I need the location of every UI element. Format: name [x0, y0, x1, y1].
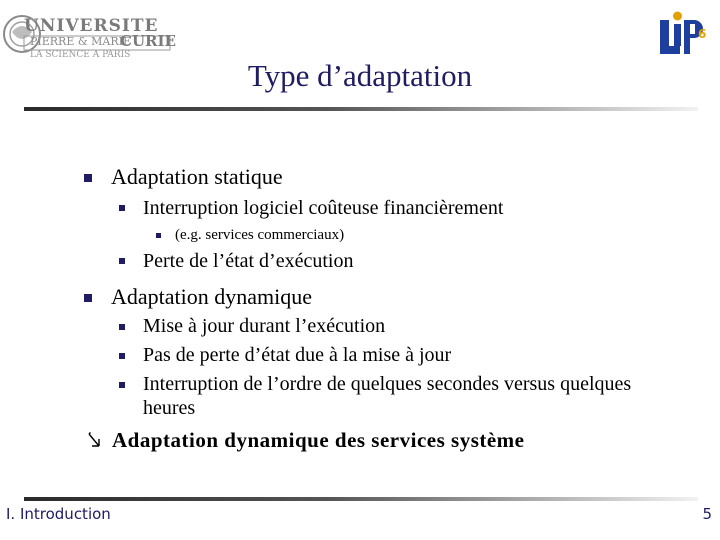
bullet-pas-de-perte: Pas de perte d’état due à la mise à jour [143, 344, 452, 366]
arrow-right-icon [87, 432, 107, 450]
bullet-square-icon [119, 324, 125, 330]
bullet-interruption-logiciel: Interruption logiciel coûteuse financièrement [143, 197, 504, 219]
logo-text-tagline: LA SCIENCE A PARIS [30, 50, 131, 60]
bullet-square-icon [119, 382, 125, 388]
bullet-adaptation-statique: Adaptation statique [111, 164, 283, 189]
university-logo [2, 2, 174, 64]
bullet-square-icon [156, 233, 161, 238]
bullet-square-icon [84, 294, 92, 302]
footer-section: I. Introduction [6, 505, 111, 523]
conclusion-text: Adaptation dynamique des services système [112, 428, 525, 452]
bullet-services-commerciaux: (e.g. services commerciaux) [175, 227, 345, 243]
bullet-square-icon [84, 174, 92, 182]
bullet-interruption-ordre: Interruption de l’ordre de quelques secondes versus quelques [143, 373, 632, 395]
bullet-perte-etat: Perte de l’état d’exécution [143, 250, 354, 272]
footer-divider [24, 497, 698, 501]
logo-text-universite: UNIVERSITE [24, 16, 159, 36]
page-number: 5 [702, 505, 712, 523]
bullet-square-icon [119, 353, 125, 359]
title-divider [24, 107, 698, 111]
bullet-adaptation-dynamique: Adaptation dynamique [111, 284, 313, 309]
bullet-square-icon [119, 205, 125, 211]
lip6-logo-icon [656, 6, 708, 60]
bullet-interruption-ordre-cont: heures [143, 397, 196, 419]
logo-text-curie: CURIE [120, 32, 176, 50]
lip6-logo [656, 6, 708, 60]
lip6-number: 6 [698, 27, 707, 41]
bullet-square-icon [119, 258, 125, 264]
slide-title: Type d’adaptation [247, 58, 473, 93]
logo-text-pierre-marie: PIERRE & MARIE [30, 35, 132, 48]
bullet-mise-a-jour: Mise à jour durant l’exécution [143, 315, 386, 337]
